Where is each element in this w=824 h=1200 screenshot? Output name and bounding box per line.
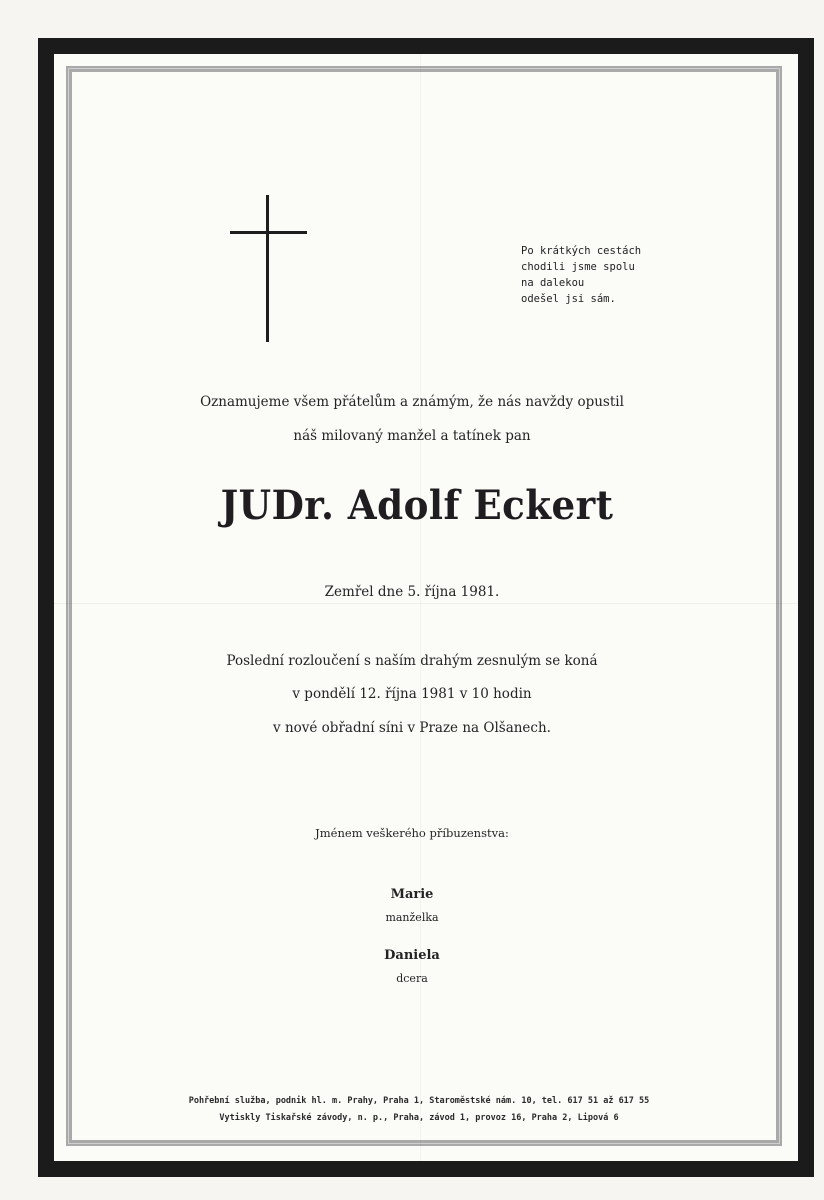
motto-verse bbox=[521, 243, 691, 307]
motto-line: odešel jsi sám. bbox=[521, 293, 616, 305]
vertical-fold-line bbox=[420, 54, 421, 1161]
motto-line: Po krátkých cestách bbox=[521, 245, 642, 257]
motto-line: chodili jsme spolu bbox=[521, 261, 635, 273]
cross-icon bbox=[228, 195, 308, 343]
footer-line-2: Vytiskly Tiskařské závody, n. p., Praha, závod 1, provoz 16, Praha 2, Lipová 6 bbox=[219, 1113, 619, 1123]
horizontal-fold-line bbox=[54, 603, 798, 604]
death-date: Zemřel dne 5. října 1981. bbox=[324, 584, 500, 600]
motto-line: na dalekou bbox=[521, 277, 585, 289]
relative-role: manželka bbox=[385, 911, 439, 924]
cross-horizontal-bar bbox=[230, 231, 307, 234]
deceased-name: JUDr. Adolf Eckert bbox=[220, 482, 614, 529]
signature-intro: Jménem veškerého příbuzenstva: bbox=[315, 826, 509, 840]
funeral-line-2: v pondělí 12. října 1981 v 10 hodin bbox=[292, 686, 532, 702]
announcement-line-1: Oznamujeme všem přátelům a známým, že nás navždy opustil bbox=[200, 394, 624, 410]
footer-funeral-service bbox=[0, 1096, 824, 1106]
footer-line-1: Pohřební služba, podnik hl. m. Prahy, Praha 1, Staroměstské nám. 10, tel. 617 51 až 617 55 bbox=[188, 1096, 650, 1106]
announcement-line-2: náš milovaný manžel a tatínek pan bbox=[293, 428, 531, 444]
relative-role: dcera bbox=[396, 972, 428, 985]
relative-name: Daniela bbox=[384, 948, 440, 963]
funeral-line-3: v nové obřadní síni v Praze na Olšanech. bbox=[273, 720, 551, 736]
relative-name: Marie bbox=[390, 887, 434, 902]
funeral-line-1: Poslední rozloučení s naším drahým zesnulým se koná bbox=[226, 653, 598, 669]
cross-vertical-bar bbox=[266, 195, 269, 342]
footer-printer bbox=[0, 1113, 824, 1123]
